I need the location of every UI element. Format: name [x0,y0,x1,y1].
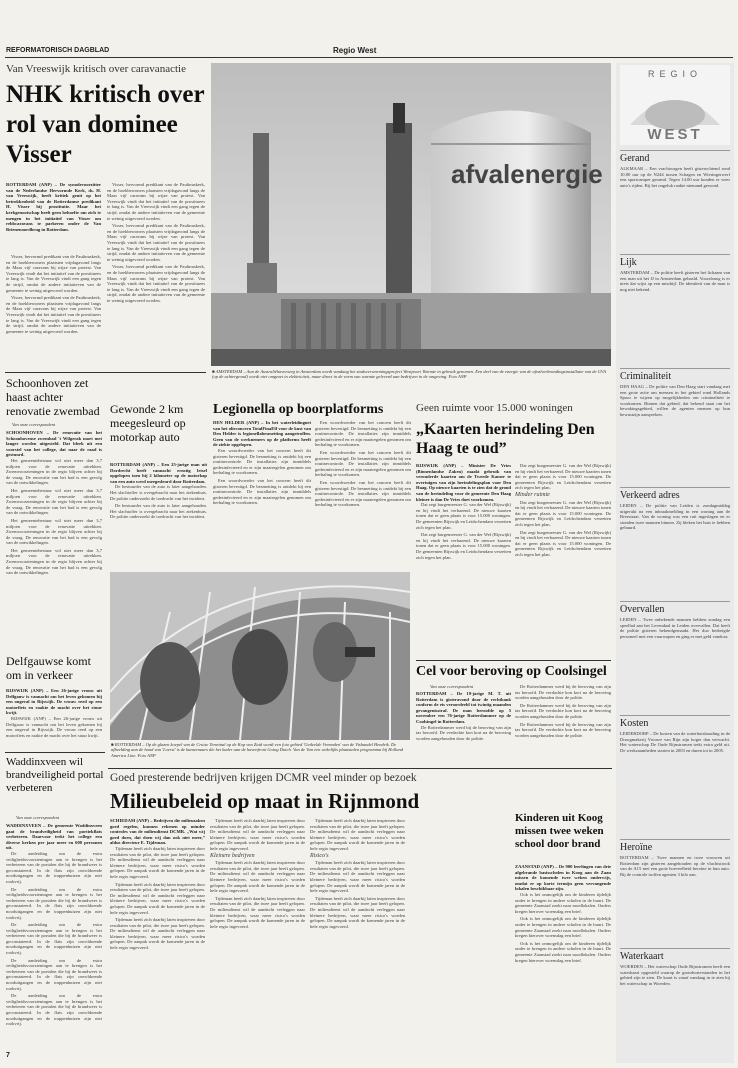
sidebar-item [620,601,730,714]
story9-body-col2: Tijdeman heeft zich daarbij laten inspireren door resultaten van de pilot, die twee jaar heeft gelopen. De milieudienst wil de aandacht verleggen naar kleinere bedrijven, waar meer risico's worden gelopen. De aanpak wordt de komende jaren in de hele regio ingevoerd. Kleinere bedrijven Tijdeman heeft zich daarbij laten inspireren door resultaten van de pilot, die twee jaar heeft gelopen. De milieudienst wil de aandacht verleggen naar kleinere bedrijven, waar meer risico's worden gelopen. De aanpak wordt de komende jaren in de hele regio ingevoerd. Tijdeman heeft zich daarbij laten inspireren door resultaten van de pilot, die twee jaar heeft gelopen. De milieudienst wil de aandacht verleggen naar kleinere bedrijven, waar meer risico's worden gelopen. De aanpak wordt de komende jaren in de hele regio ingevoerd. [210,818,305,929]
story2-body: SCHOONHOVEN – De renovatie van het Schoonhovense zwembad 't Wilgerak moet met langer worden uitgesteld. Dat bleek uit een voorstel van het college, dat naar de raad is gestuurd. Het gemeentebestuur wil niet meer dan 3,7 miljoen voor de renovatie uitrekken. Zwemvoorzieningen in de regio blijven achter bij de vraag. De renovatie van het bad is een gevolg van de ontwikkelingen. Het gemeentebestuur wil niet meer dan 3,7 miljoen voor de renovatie uitrekken. Zwemvoorzieningen in de regio blijven achter bij de vraag. De renovatie van het bad is een gevolg van de ontwikkelingen. Het gemeentebestuur wil niet meer dan 3,7 miljoen voor de renovatie uitrekken. Zwemvoorzieningen in de regio blijven achter bij de vraag. De renovatie van het bad is een gevolg van de ontwikkelingen. Het gemeentebestuur wil niet meer dan 3,7 miljoen voor de renovatie uitrekken. Zwemvoorzieningen in de regio blijven achter bij de vraag. De renovatie van het bad is een gevolg van de ontwikkelingen. [6,430,102,576]
story1-body: Visser, hervormd predikant van de Paulinuskerk, en de hoekbewoners plaatsten vrijdagavond langs de Maas vijf caravans bij wijze van protest. Van Vreeswijk vindt dat het initiatief van de prostituees te lang is. Van de Vreeswijk vindt een gang tegen de strijd, omdat de andere initiatieven van de gemeente te weinig uitgevoerd worden. Visser, hervormd predikant van de Paulinuskerk, en de hoekbewoners plaatsten vrijdagavond langs de Maas vijf caravans bij wijze van protest. Van Vreeswijk vindt dat het initiatief van de prostituees te lang is. Van de Vreeswijk vindt een gang tegen de strijd, omdat de andere initiatieven van de gemeente te weinig uitgevoerd worden. [6,254,101,334]
story1-body-col2: Visser, hervormd predikant van de Paulinuskerk, en de hoekbewoners plaatsten vrijdagavond langs de Maas vijf caravans bij wijze van protest. Van Vreeswijk vindt dat het initiatief van de prostituees te lang is. Van de Vreeswijk vindt een gang tegen de strijd, omdat de andere initiatieven van de gemeente te weinig uitgevoerd worden. Visser, hervormd predikant van de Paulinuskerk, en de hoekbewoners plaatsten vrijdagavond langs de Maas vijf caravans bij wijze van protest. Van Vreeswijk vindt dat het initiatief van de prostituees te lang is. Van de Vreeswijk vindt een gang tegen de strijd, omdat de andere initiatieven van de gemeente te weinig uitgevoerd worden. Visser, hervormd predikant van de Paulinuskerk, en de hoekbewoners plaatsten vrijdagavond langs de Maas vijf caravans bij wijze van protest. Van Vreeswijk vindt dat het initiatief van de prostituees te lang is. Van de Vreeswijk vindt een gang tegen de strijd, omdat de andere initiatieven van de gemeente te weinig uitgevoerd worden. [107,182,205,303]
story9-top-rule [108,768,612,769]
sidebar-item-title: Kosten [620,718,649,729]
story5-headline: Gewonde 2 km meegesleurd op motorkap auto [110,402,186,444]
header-paper-name: REFORMATORISCH DAGBLAD [6,47,110,54]
story1-headline: NHK kritisch over rol van dominee Visser [6,81,205,168]
photo2-credit: Foto ANP [137,752,156,758]
story3-bottom-rule [5,752,105,753]
sidebar-list [620,150,730,1060]
story7-body-col1: RIJSWIJK (ANP) – Minister De Vries (Binnenlandse Zaken) maakt gebruik van verouderde kaarten om de Tweede Kamer te overtuigen van zijn herindelingsplan voor Den Haag. Op nieuwe kaarten is te zien dat de grond van de herindeling voor de gemeente Den Haag kleiner is dan De Vries doet voorkomen. Dat zegt burgemeester G. van der Wel (Rijswijk) en hij vindt het verbazend. De nieuwe kaarten tonen dat er geen plaats is voor 15.000 woningen. De gemeenten Rijswijk en Leidschendam verzetten zich tegen het plan. Dat zegt burgemeester G. van der Wel (Rijswijk) en hij vindt het verbazend. De nieuwe kaarten tonen dat er geen plaats is voor 15.000 woningen. De gemeenten Rijswijk en Leidschendam verzetten zich tegen het plan. [416,463,511,560]
sidebar-item-text: LEIDERDORP – De kosten van de waterhuishouding in de Droogmakerij Vrouwe van Rijn zijn hoger dan verwacht. Het waterschap De Oude Rijnstromen trekt extra geld uit. De werkzaamheden starten in 2003 en duren tot in 2005. [620,731,730,753]
story2-headline: Schoonhoven zet haast achter renovatie zwembad [6,376,100,418]
story7-bottom-rule [416,660,611,661]
sidebar-item-title: Gerand [620,153,650,164]
story9-kicker: Goed presterende bedrijven krijgen DCMR veel minder op bezoek [110,772,417,784]
photo1-caption: ■ AMSTERDAM – Aan de Australiëhavenweg in Amsterdam wordt vandaag het stadsverwarmingsproject Westpoort Warmte in gebruik genomen. Een deel van de energie van de afvalverbrandingsinstallatie van de GVA (op de achtergrond) wordt niet omgezet in elektriciteit, maar direct in de vorm van warmte geleverd aan bedrijven in de omgeving. Foto ANP [212,369,606,380]
sidebar-item-text: DEN HAAG – De politie van Den Haag start vandaag met een grote actie om mensen in het gebied rond Hollands Spoor te wijzen op mogelijkheden om criminaliteit te voorkomen. Binnen dat gebied, dat bekend staat om het bewakingsgebied, willen de agenten mensen op hun bewustzijn aanspreken. [620,384,730,417]
sidebar-item [620,254,730,367]
sidebar-item-text: ALKMAAR – Een vrachtwagen heeft gisterochtend rond 10.00 uur op de N244 tussen Schagen en Wieringerwerf een sportcamper geramd. Tegen 14.00 uur konden er weer auto's rijden. Bij het ongeluk raakte niemand gewond. [620,166,730,188]
sidebar-item [620,948,730,1060]
story7-body-col2: Dat zegt burgemeester G. van der Wel (Rijswijk) en hij vindt het verbazend. De nieuwe kaarten tonen dat er geen plaats is voor 15.000 woningen. De gemeenten Rijswijk en Leidschendam verzetten zich tegen het plan. Minder ruimte Dat zegt burgemeester G. van der Wel (Rijswijk) en hij vindt het verbazend. De nieuwe kaarten tonen dat er geen plaats is voor 15.000 woningen. De gemeenten Rijswijk en Leidschendam verzetten zich tegen het plan. Dat zegt burgemeester G. van der Wel (Rijswijk) en hij vindt het verbazend. De nieuwe kaarten tonen dat er geen plaats is voor 15.000 woningen. De gemeenten Rijswijk en Leidschendam verzetten zich tegen het plan. [515,463,611,557]
photo1-credit: Foto ANP [448,374,467,380]
story9-subhead-2: Risico's [310,852,329,859]
sidebar-item-text: ROTTERDAM – Twee mannen en twee vrouwen uit Rotterdam zijn gisteren aangehouden op de vluchtstrook van de A15 met een grote hoeveelheid heroïne in hun auto. Bij de controle troffen agenten 3 kilo aan. [620,855,730,877]
sidebar-item-title: Verkeerd adres [620,490,680,501]
header-rule [5,57,733,58]
sidebar-item-text: AMSTERDAM – De politie heeft gisteren het lichaam van een man uit het IJ in Amsterdam gehaald. Vooralsnog is er niets dat wijst op een misdrijf. De identiteit van de man is nog niet bekend. [620,270,730,292]
page-number: 7 [6,1052,10,1059]
photo2-graphic [110,572,410,740]
sidebar-items [620,150,730,1060]
story5-body: ROTTERDAM (ANP) – Een 25-jarige man uit Dordrecht heeft vannacht ernstig letsel opgelopen toen hij 2 kilometer op de motorkap van een auto werd meegesleurd door Rotterdam. De bestuurder van de auto is later aangehouden. Het slachtoffer is overgebracht naar het ziekenhuis. De politie onderzoekt de toedracht van het incident. De bestuurder van de auto is later aangehouden. Het slachtoffer is overgebracht naar het ziekenhuis. De politie onderzoekt de toedracht van het incident. [110,462,207,520]
photo2-caption: ■ ROTTERDAM – Op de glazen koepel van de Cruise Terminal op de Kop van Zuid wordt een foto gebied 'Gedeelde Vreemden' van de Vishandel Hendrik. De afbeelding aan de hand van 'Loerst' is de kunstenaars die het kader aan de havenfront Going Dutch. Van de Van een wekelijks plaatstalen programma bij Holland America Line. Foto ANP [111,742,404,758]
logo-top-text: REGIO [647,69,703,79]
photo2-cruise-terminal [110,572,410,740]
sidebar-item-text: LEIDEN – De politie van Leiden is zondagmiddag uitgerukt na een inbraakmelding in een woning aan de Breestraat. Van de woning was een ruit ingeslagen en er stonden twee mannen binnen. Zij bleken het huis te hebben gehuurd. [620,503,730,531]
sidebar-item-title: Criminaliteit [620,371,672,382]
sidebar-item [620,150,730,253]
photo1-incinerator [211,63,611,366]
story7-subhead: Minder ruimte [515,491,550,498]
story8-body-col1: ROTTERDAM – De 19-jarige M. T. uit Rotterdam is gisteravond door de rechtbank conform de eis veroordeeld tot twintig maanden gevangenisstraf. De man beroofde op 5 november een 76-jarige Rotterdammer op de Coolsingel in Rotterdam. De Rotterdammer werd bij de beroving van zijn tas beroofd. De verdachte kon kort na de beroving worden aangehouden door de politie. [416,691,511,741]
story10-headline: Kinderen uit Koog missen twee weken school door brand [515,812,604,850]
sidebar-item [620,839,730,947]
photo1-sign: afvalenergie [451,159,603,189]
story9-subhead-1: Kleinere bedrijven [210,852,255,859]
story7-headline: „Kaarten herindeling Den Haag te oud” [416,421,595,457]
story3-body: RIJSWIJK (ANP) – Een 26-jarige vrouw uit Delfgauw is vannacht om het leven gekomen bij een ongeval in Rijswijk. De vrouw reed op een motorfiets en raakte de macht over het stuur kwijt. RIJSWIJK (ANP) – Een 26-jarige vrouw uit Delfgauw is vannacht om het leven gekomen bij een ongeval in Rijswijk. De vrouw reed op een motorfiets en raakte de macht over het stuur kwijt. [6,688,102,738]
sidebar-item-title: Lijk [620,257,637,268]
story10-body: ZAANSTAD (ANP) – De 900 leerlingen van drie afgebrande basisscholen in Koog aan de Zaan missen de komende twee weken onderwijs, omdat er op korte termijn geen vervangende lokalen beschikbaar zijn. Ook is het onmogelijk om de kinderen tijdelijk onder te brengen in andere scholen in de buurt. De gemeente Zaanstad zoekt naar noodlokalen. Ouders kregen hierover woensdag een brief. Ook is het onmogelijk om de kinderen tijdelijk onder te brengen in andere scholen in de buurt. De gemeente Zaanstad zoekt naar noodlokalen. Ouders kregen hierover woensdag een brief. Ook is het onmogelijk om de kinderen tijdelijk onder te brengen in andere scholen in de buurt. De gemeente Zaanstad zoekt naar noodlokalen. Ouders kregen hierover woensdag een brief. [515,864,611,963]
story9-body-col1: SCHIEDAM (ANP) – Bedrijven die milieuzaken goed regelen, kunnen rekenen op minder controles van de milieudienst DCMR. „Wat wij goed doen, dat doen wij dan ook niet meer,” aldus directeur E. Tijdeman. Tijdeman heeft zich daarbij laten inspireren door resultaten van de pilot, die twee jaar heeft gelopen. De milieudienst wil de aandacht verleggen naar kleinere bedrijven, waar meer risico's worden gelopen. De aanpak wordt de komende jaren in de hele regio ingevoerd. Tijdeman heeft zich daarbij laten inspireren door resultaten van de pilot, die twee jaar heeft gelopen. De milieudienst wil de aandacht verleggen naar kleinere bedrijven, waar meer risico's worden gelopen. De aanpak wordt de komende jaren in de hele regio ingevoerd. Tijdeman heeft zich daarbij laten inspireren door resultaten van de pilot, die twee jaar heeft gelopen. De milieudienst wil de aandacht verleggen naar kleinere bedrijven, waar meer risico's worden gelopen. De aanpak wordt de komende jaren in de hele regio ingevoerd. [110,818,205,951]
story6-body-col1: DEN HELDER (ANP) – In het waterleidingnet van het olieconcern TotalFinaElf voor de kust van Den Helder is legionellabesmetting aangetroffen. Geen van de werknemers op de platforms heeft de ziekte opgelopen. Een woordvoerder van het concern heeft dit gisteren bevestigd. De besmetting is ontdekt bij een routinecontrole. De installaties zijn inmiddels gedesinfecteerd en er zijn maatregelen genomen om herhaling te voorkomen. Een woordvoerder van het concern heeft dit gisteren bevestigd. De besmetting is ontdekt bij een routinecontrole. De installaties zijn inmiddels gedesinfecteerd en er zijn maatregelen genomen om herhaling te voorkomen. [213,420,311,506]
story9-body-col3: Tijdeman heeft zich daarbij laten inspireren door resultaten van de pilot, die twee jaar heeft gelopen. De milieudienst wil de aandacht verleggen naar kleinere bedrijven, waar meer risico's worden gelopen. De aanpak wordt de komende jaren in de hele regio ingevoerd. Risico's Tijdeman heeft zich daarbij laten inspireren door resultaten van de pilot, die twee jaar heeft gelopen. De milieudienst wil de aandacht verleggen naar kleinere bedrijven, waar meer risico's worden gelopen. De aanpak wordt de komende jaren in de hele regio ingevoerd. Tijdeman heeft zich daarbij laten inspireren door resultaten van de pilot, die twee jaar heeft gelopen. De milieudienst wil de aandacht verleggen naar kleinere bedrijven, waar meer risico's worden gelopen. De aanpak wordt de komende jaren in de hele regio ingevoerd. [310,818,405,929]
story7-kicker: Geen ruimte voor 15.000 woningen [416,402,573,414]
sidebar-item-title: Waterkaart [620,951,664,962]
photo1-graphic [211,63,611,366]
story4-byline: Van onze correspondent [16,815,60,820]
story4-headline: Waddinxveen wil brandveiligheid portal verbeteren [6,756,104,794]
sidebar-item-title: Heroïne [620,842,653,853]
sidebar-logo [620,65,730,145]
story6-body-col2: Een woordvoerder van het concern heeft dit gisteren bevestigd. De besmetting is ontdekt bij een routinecontrole. De installaties zijn inmiddels gedesinfecteerd en er zijn maatregelen genomen om herhaling te voorkomen. Een woordvoerder van het concern heeft dit gisteren bevestigd. De besmetting is ontdekt bij een routinecontrole. De installaties zijn inmiddels gedesinfecteerd en er zijn maatregelen genomen om herhaling te voorkomen. Een woordvoerder van het concern heeft dit gisteren bevestigd. De besmetting is ontdekt bij een routinecontrole. De installaties zijn inmiddels gedesinfecteerd en er zijn maatregelen genomen om herhaling te voorkomen. [315,420,411,508]
sidebar-item [620,368,730,486]
regio-west-logo-icon [620,65,730,145]
story1-lead: ROTTERDAM (ANP) – De synodevoorzitter van de Nederlandse Hervormde Kerk, ds. H. van Vreeswijk, heeft kritiek geuit op het betrokkenheid van de Rotterdamse predikant H. Visser bij prostitutie. Maar het kerkgenootschap heeft geen behoefte om zich te mengen in het initiatief van Visser om rebbcaravans te parkeren onder de Van Brienenoordbrug in Rotterdam. [6,182,101,232]
story2-byline: Van onze correspondent [12,422,56,427]
story4-body: WADDINXVEEN – De gemeente Waddinxveen gaat de brandveiligheid van portiekflats verbeteren. Daarvoor trekt het college een diverse kerken per jaar meer en 600 personen uit. De aanleiding om de extra veiligheidsvoorzieningen aan te brengen is het verbeteren van de portalen die bij de brandweer is geconstateerd. In de flats zijn onvoldoende nooduitgangen en de trappenhuizen zijn niet rookvrij. De aanleiding om de extra veiligheidsvoorzieningen aan te brengen is het verbeteren van de portalen die bij de brandweer is geconstateerd. In de flats zijn onvoldoende nooduitgangen en de trappenhuizen zijn niet rookvrij. De aanleiding om de extra veiligheidsvoorzieningen aan te brengen is het verbeteren van de portalen die bij de brandweer is geconstateerd. In de flats zijn onvoldoende nooduitgangen en de trappenhuizen zijn niet rookvrij. De aanleiding om de extra veiligheidsvoorzieningen aan te brengen is het verbeteren van de portalen die bij de brandweer is geconstateerd. In de flats zijn onvoldoende nooduitgangen en de trappenhuizen zijn niet rookvrij. De aanleiding om de extra veiligheidsvoorzieningen aan te brengen is het verbeteren van de portalen die bij de brandweer is geconstateerd. In de flats zijn onvoldoende nooduitgangen en de trappenhuizen zijn niet rookvrij. [6,823,102,1027]
story1-bottom-rule [5,372,206,373]
header-section: Regio West [333,46,377,55]
story8-byline: Van onze correspondent [430,684,474,689]
sidebar-item-text: WOERDEN – Het waterschap Oude Rijnstromen heeft een waterkaart opgesteld waarop de grondwaterstanden in het gebied zijn te zien. De kaart is vanaf vandaag in te zien bij het waterschap in Woerden. [620,964,730,986]
story1-kicker: Van Vreeswijk kritisch over caravanactie [6,63,186,75]
story8-body-col2: De Rotterdammer werd bij de beroving van zijn tas beroofd. De verdachte kon kort na de beroving worden aangehouden door de politie. De Rotterdammer werd bij de beroving van zijn tas beroofd. De verdachte kon kort na de beroving worden aangehouden door de politie. De Rotterdammer werd bij de beroving van zijn tas beroofd. De verdachte kon kort na de beroving worden aangehouden door de politie. [515,684,611,738]
sidebar-item [620,487,730,600]
logo-bottom-text: WEST [647,126,703,143]
story9-headline: Milieubeleid op maat in Rijnmond [110,789,420,813]
sidebar-item-title: Overvallen [620,604,665,615]
sidebar-item-text: LEIDEN – Twee onbekende mannen hebben zondag een speelhal aan het Levendaal in Leiden overvallen. Dat heeft de politie gisteren bekendgemaakt. Het duo bedreigde personeel met een vuurwapen en ging er met geld vandoor. [620,617,730,639]
story3-headline: Delfgauwse komt om in verkeer [6,654,91,682]
sidebar-item [620,715,730,838]
story8-headline: Cel voor beroving op Coolsingel [416,664,607,679]
story6-headline: Legionella op boorplatforms [213,402,384,417]
